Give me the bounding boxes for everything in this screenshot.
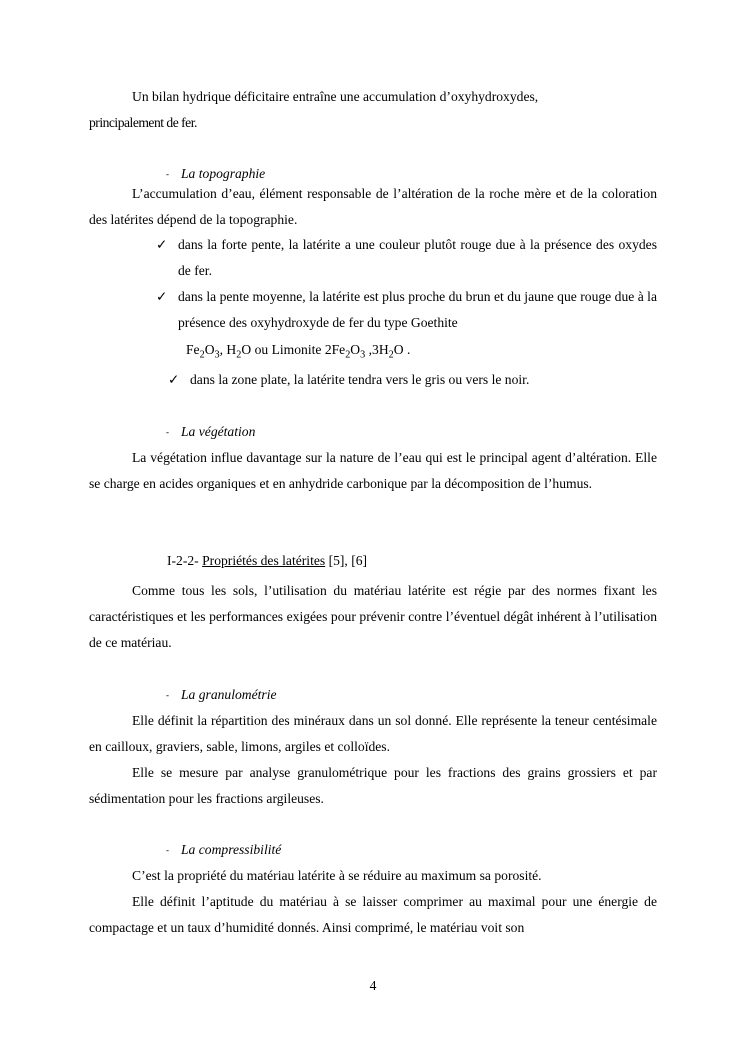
formula-connector: ou Limonite [254,342,322,357]
heading-granulometrie [166,682,277,708]
heading-compressibilite [166,837,281,863]
checkmark-icon: ✓ [156,237,168,252]
heading-vegetation [166,419,255,445]
paragraph-normes [89,578,657,656]
paragraph-vegetation [89,445,657,497]
section-title: Propriétés des latérites [202,553,326,568]
heading-topographie-text: La topographie [181,166,266,181]
paragraph-bilan-hydrique [89,84,657,136]
paragraph-compressibilite-text-1: C’est la propriété du matériau latérite à se réduire au maximum sa porosité. [132,868,542,883]
checkmark-icon: ✓ [156,289,168,304]
chemical-formula-line: $Fe_2O_3$, $H_2O$ ou Limonite $2Fe_2O_3$ $,3H_2O$ . [186,342,411,361]
heading-granulometrie-text: La granulométrie [181,687,277,702]
checklist-item-zone-plate [168,367,657,393]
paragraph-granulometrie-text-2: Elle se mesure par analyse granulométrique pour les fractions des grains grossiers et par sédimentation pour les fractions argileuses. [89,765,657,806]
heading-compressibilite-text: La compressibilité [181,842,282,857]
checklist-item-forte-pente [156,232,657,284]
paragraph-compressibilite [89,863,657,941]
heading-vegetation-text: La végétation [181,424,256,439]
section-number: I-2-2- [167,553,199,568]
page-number: 4 [369,978,377,993]
heading-dash: - [166,845,169,855]
paragraph-granulometrie [89,708,657,812]
heading-dash: - [166,690,169,700]
section-references: [5], [6] [328,553,368,568]
paragraph-compressibilite-text-2: Elle définit l’aptitude du matériau à se laisser comprimer au maximal pour une énergie de compactage et un taux d’humidité donnés. Ainsi comprimé, le matériau voit son [89,894,657,935]
paragraph-normes-text: Comme tous les sols, l’utilisation du matériau latérite est régie par des normes fixant les caractéristiques et les performances exigées pour prévenir contre l’éventuel dégât inhérent à l’utilisation de ce matériau. [89,583,657,650]
checklist-item-text: dans la pente moyenne, la latérite est plus proche du brun et du jaune que rouge due à la présence des oxyhydroxyde de fer du type Goethite [178,289,657,330]
paragraph-bilan-line1: Un bilan hydrique déficitaire entraîne une accumulation d’oxyhydroxydes, [132,89,539,104]
paragraph-topographie-text: L’accumulation d’eau, élément responsable de l’altération de la roche mère et de la coloration des latérites dépend de la topographie. [89,186,657,227]
paragraph-granulometrie-text-1: Elle définit la répartition des minéraux dans un sol donné. Elle représente la teneur centésimale en cailloux, graviers, sable, limons, argiles et colloïdes. [89,713,657,754]
paragraph-bilan-line2: principalement de fer. [89,115,197,130]
checklist-item-pente-moyenne [156,284,657,336]
paragraph-vegetation-text: La végétation influe davantage sur la nature de l’eau qui est le principal agent d’altération. Elle se charge en acides organiques et en anhydride carbonique par la décomposition de l’humus. [89,450,657,491]
heading-dash: - [166,427,169,437]
checklist-item-text: dans la forte pente, la latérite a une couleur plutôt rouge due à la présence des oxydes de fer. [178,237,657,278]
section-heading [167,548,367,574]
checkmark-icon: ✓ [168,372,180,387]
checklist-item-text: dans la zone plate, la latérite tendra vers le gris ou vers le noir. [190,372,530,387]
heading-dash: - [166,169,169,179]
paragraph-topographie [89,181,657,233]
